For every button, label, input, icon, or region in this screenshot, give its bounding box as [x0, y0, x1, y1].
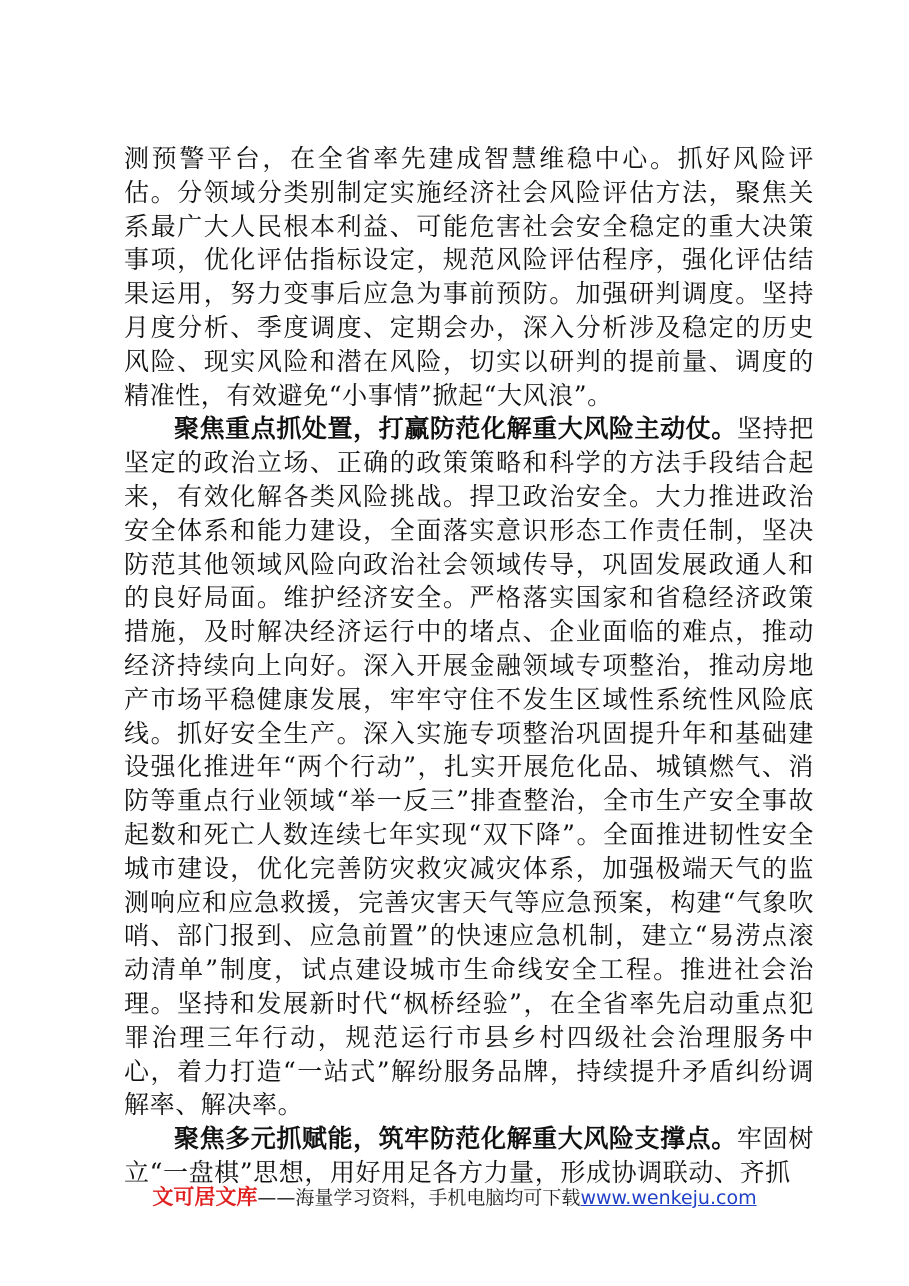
paragraph-3-heading: 聚焦多元抓赋能，筑牢防范化解重大风险支撑点。 [174, 1124, 737, 1154]
paragraph-2 [124, 412, 814, 1122]
footer-tagline: ——海量学习资料，手机电脑均可下载 [257, 1187, 581, 1209]
page-footer [0, 1181, 909, 1211]
document-body [124, 142, 814, 1190]
paragraph-1-text: 测预警平台，在全省率先建成智慧维稳中心。抓好风险评估。分领域分类别制定实施经济社会风险评估方法，聚焦关系最广大人民根本利益、可能危害社会安全稳定的重大决策事项，优化评估指标设定，规范风险评估程序，强化评估结果运用，努力变事后应急为事前预防。加强研判调度。坚持月度分析、季度调度、定期会办，深入分析涉及稳定的历史风险、现实风险和潜在风险，切实以研判的提前量、调度的精准性，有效避免“小事情”掀起“大风浪”。 [124, 144, 814, 410]
paragraph-3-text: 牢固树立“一盘棋”思想，用好用足各方力量，形成协调联动、齐抓 [124, 1124, 814, 1187]
paragraph-2-text: 坚持把坚定的政治立场、正确的政策策略和科学的方法手段结合起来，有效化解各类风险挑战。捍卫政治安全。大力推进政治安全体系和能力建设，全面落实意识形态工作责任制，坚决防范其他领域风险向政治社会领域传导，巩固发展政通人和的良好局面。维护经济安全。严格落实国家和省稳经济政策措施，及时解决经济运行中的堵点、企业面临的难点，推动经济持续向上向好。深入开展金融领域专项整治，推动房地产市场平稳健康发展，牢牢守住不发生区域性系统性风险底线。抓好安全生产。深入实施专项整治巩固提升年和基础建设强化推进年“两个行动”，扎实开展危化品、城镇燃气、消防等重点行业领域“举一反三”排查整治，全市生产安全事故起数和死亡人数连续七年实现“双下降”。全面推进韧性安全城市建设，优化完善防灾救灾减灾体系，加强极端天气的监测响应和应急救援，完善灾害天气等应急预案，构建“气象吹哨、部门报到、应急前置”的快速应急机制，建立“易涝点滚动清单”制度，试点建设城市生命线安全工程。推进社会治理。坚持和发展新时代“枫桥经验”，在全省率先启动重点犯罪治理三年行动，规范运行市县乡村四级社会治理服务中心，着力打造“一站式”解纷服务品牌，持续提升矛盾纠纷调解率、解决率。 [124, 414, 814, 1120]
paragraph-3 [124, 1122, 814, 1190]
paragraph-1 [124, 142, 814, 412]
paragraph-2-heading: 聚焦重点抓处置，打赢防范化解重大风险主动仗。 [174, 414, 737, 444]
footer-brand: 文可居文库 [152, 1185, 258, 1209]
footer-website-link[interactable]: www.wenkeju.com [580, 1187, 757, 1209]
